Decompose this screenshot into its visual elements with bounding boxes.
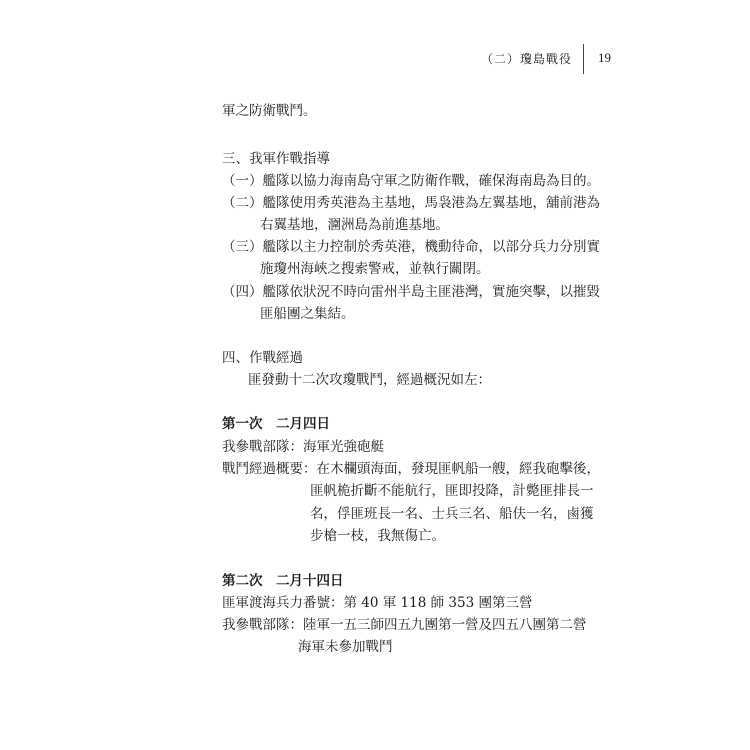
section3-item1: （一）艦隊以協力海南島守軍之防衛作戰，確保海南島為目的。 xyxy=(222,173,600,189)
section3-heading: 三、我軍作戰指導 xyxy=(222,151,330,167)
battle2-title: 第二次 二月十四日 xyxy=(222,573,344,589)
header-section-title: （二）瓊島戰役 xyxy=(480,52,572,66)
battle1-summary-line3: 名，俘匪班長一名、士兵三名、船伕一名，鹵獲 xyxy=(310,506,594,522)
battle2-participants-line2: 海軍未參加戰鬥 xyxy=(298,639,393,655)
section3-item3-line2: 施瓊州海峽之搜索警戒，並執行關閉。 xyxy=(260,261,490,277)
section3-item4-line1: （四）艦隊依狀況不時向雷州半島主匪港灣，實施突擊，以摧毀 xyxy=(222,284,600,300)
page-number: 19 xyxy=(598,50,611,65)
header-divider xyxy=(583,44,584,74)
battle1-participants: 我參戰部隊：海軍光強砲艇 xyxy=(222,439,384,455)
battle1-summary-line1: 戰鬥經過概要：在木欄頭海面，發現匪帆船一艘，經我砲擊後， xyxy=(222,461,600,477)
continuation-line: 軍之防衛戰鬥。 xyxy=(222,103,317,119)
section3-item2-line2: 右翼基地，潿洲島為前進基地。 xyxy=(260,217,449,233)
section3-item2-line1: （二）艦隊使用秀英港為主基地，馬袅港為左翼基地，舖前港為 xyxy=(222,195,600,211)
battle1-summary-line4: 步槍一枝，我無傷亡。 xyxy=(310,528,445,544)
battle1-title: 第一次 二月四日 xyxy=(222,416,330,432)
section4-heading: 四、作戰經過 xyxy=(222,350,303,366)
section4-intro: 匪發動十二次攻瓊戰鬥，經過概況如左： xyxy=(248,372,491,388)
battle2-participants-line1: 我參戰部隊：陸軍一五三師四五九團第一營及四五八團第二營 xyxy=(222,617,587,633)
section3-item3-line1: （三）艦隊以主力控制於秀英港，機動待命，以部分兵力分別實 xyxy=(222,239,600,255)
section3-item4-line2: 匪船團之集結。 xyxy=(260,306,355,322)
battle1-summary-line2: 匪帆桅折斷不能航行，匪即投降，計斃匪排長一 xyxy=(310,483,594,499)
battle2-enemy: 匪軍渡海兵力番號：第 40 軍 118 師 353 團第三營 xyxy=(222,595,533,611)
running-header xyxy=(0,44,750,74)
